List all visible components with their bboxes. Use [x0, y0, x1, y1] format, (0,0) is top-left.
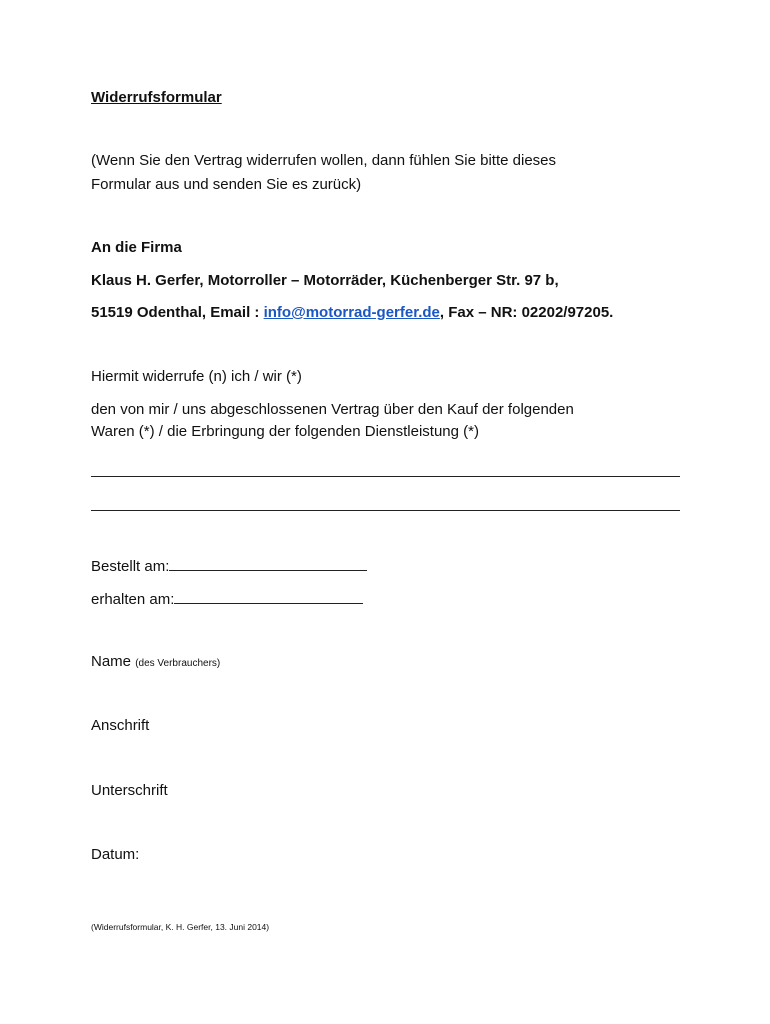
ordered-row — [91, 555, 367, 578]
contract-line-1: den von mir / uns abgeschlossenen Vertrag über den Kauf der folgenden — [91, 401, 574, 418]
ordered-date-field[interactable] — [169, 555, 367, 571]
form-title: Widerrufsformular — [91, 89, 222, 106]
intro-line-2: Formular aus und senden Sie es zurück) — [91, 176, 362, 193]
recipient-heading: An die Firma — [91, 239, 182, 256]
address-line-1: Klaus H. Gerfer, Motorroller – Motorräder, Küchenberger Str. 97 b, — [91, 272, 559, 289]
footer-note: (Widerrufsformular, K. H. Gerfer, 13. Juni 2014) — [91, 922, 270, 932]
date-label: Datum: — [91, 846, 140, 863]
email-link[interactable]: info@motorrad-gerfer.de — [263, 304, 440, 321]
received-date-field[interactable] — [174, 588, 363, 604]
goods-entry-line-1[interactable] — [91, 476, 680, 477]
address-line-2 — [91, 302, 613, 324]
signature-label: Unterschrift — [91, 782, 168, 799]
intro-line-1: (Wenn Sie den Vertrag widerrufen wollen, dann fühlen Sie bitte dieses — [91, 152, 557, 169]
address-line-2-suffix: , Fax – NR: 02202/97205. — [439, 304, 614, 321]
revoke-statement: Hiermit widerrufe (n) ich / wir (*) — [91, 368, 302, 385]
contract-line-2: Waren (*) / die Erbringung der folgenden Dienstleistung (*) — [91, 423, 479, 440]
name-note: (des Verbrauchers) — [135, 658, 221, 669]
received-label: erhalten am: — [91, 591, 175, 608]
address-label: Anschrift — [91, 717, 150, 734]
received-row — [91, 588, 363, 611]
name-label: Name — [91, 653, 132, 670]
address-line-2-prefix: 51519 Odenthal, Email : — [91, 304, 264, 321]
name-row — [91, 651, 220, 675]
ordered-label: Bestellt am: — [91, 558, 170, 575]
goods-entry-line-2[interactable] — [91, 510, 680, 511]
